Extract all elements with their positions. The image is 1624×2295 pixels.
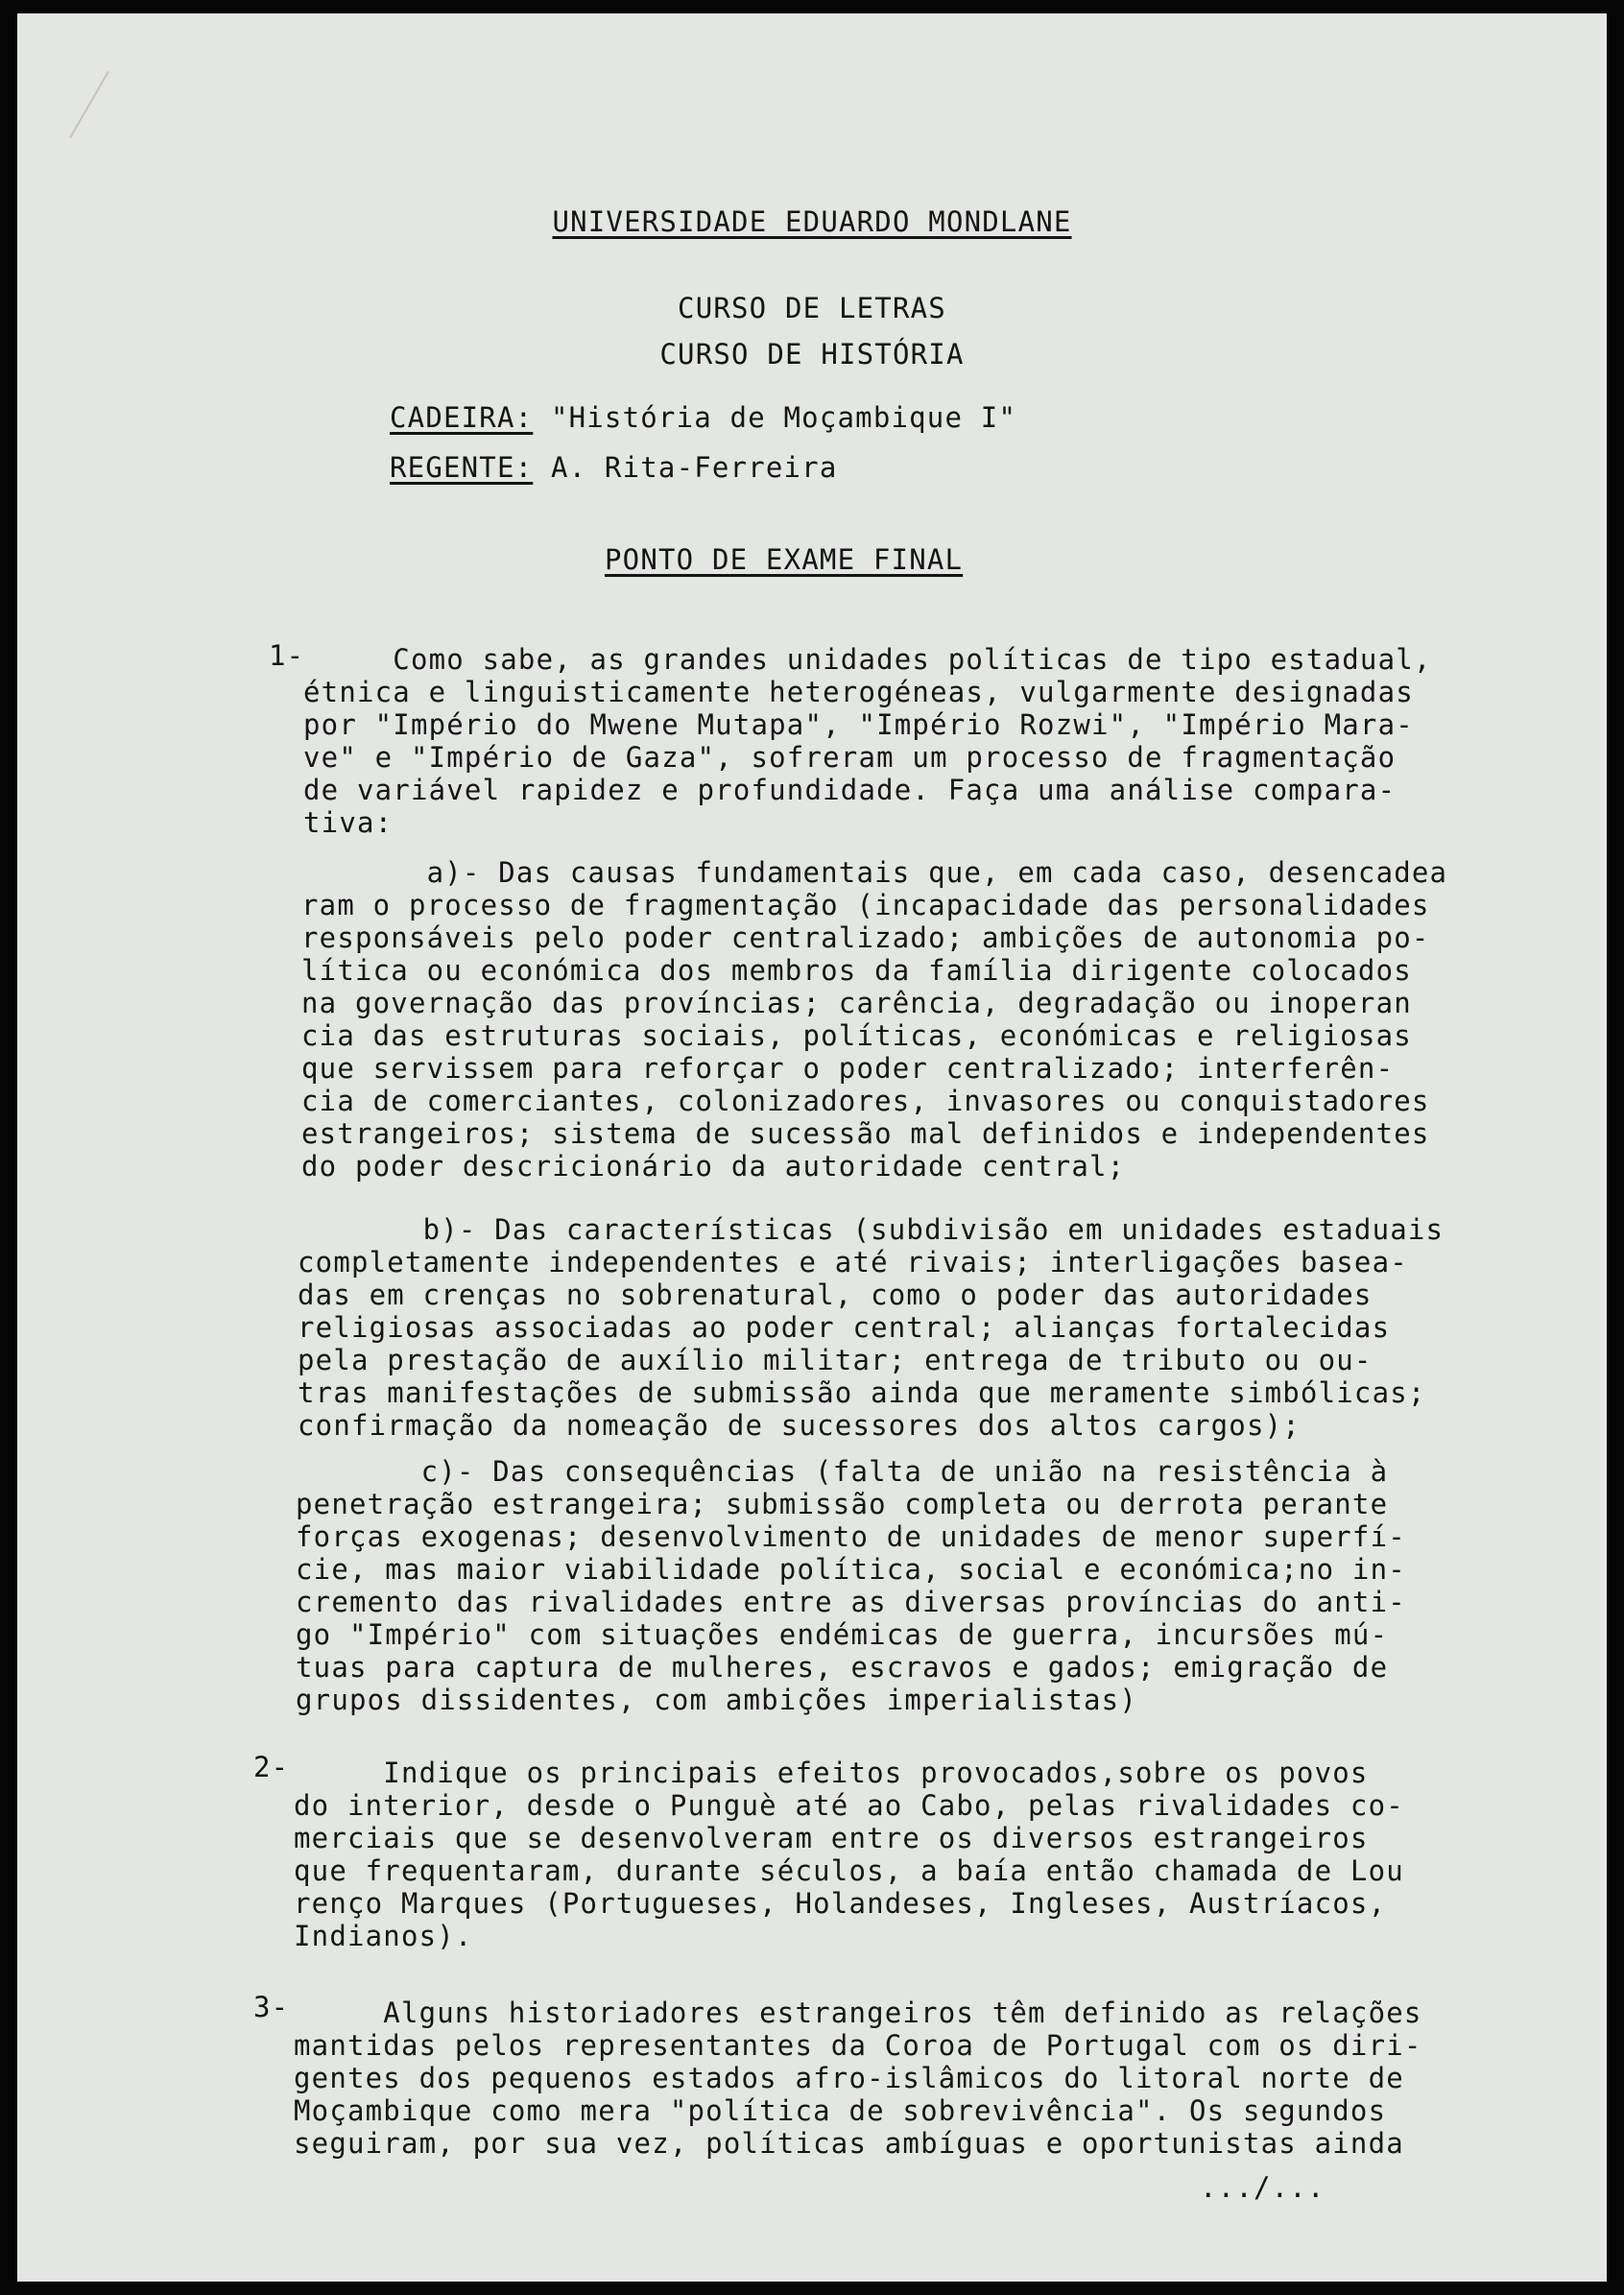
text-line: do poder descricionário da autoridade central; (301, 1150, 1126, 1183)
regent-value: A. Rita-Ferreira (550, 451, 838, 484)
question-2 (294, 1757, 1404, 1952)
question-3 (294, 1996, 1422, 2160)
question-number: 1- (269, 639, 305, 672)
text-line: do interior, desde o Punguè até ao Cabo, pelas rivalidades co- (294, 1789, 1404, 1822)
exam-title: PONTO DE EXAME FINAL (605, 543, 964, 576)
text-line: ram o processo de fragmentação (incapacidade das personalidades (301, 889, 1430, 921)
text-line: estrangeiros; sistema de sucessão mal definidos e independentes (301, 1117, 1430, 1150)
text-line: Indique os principais efeitos provocados,sobre os povos (294, 1757, 1369, 1789)
text-line: na governação das províncias; carência, degradação ou inoperan (301, 987, 1412, 1019)
text-line: lítica ou económica dos membros da família dirigente colocados (301, 954, 1412, 987)
text-line: tuas para captura de mulheres, escravos e gados; emigração de (296, 1651, 1389, 1684)
text-line: mantidas pelos representantes da Coroa de Portugal com os diri- (294, 2029, 1422, 2062)
text-line: Indianos). (294, 1920, 473, 1952)
text-line: tras manifestações de submissão ainda que meramente simbólicas; (298, 1376, 1426, 1409)
question-number: 3- (253, 1991, 290, 2023)
text-line: renço Marques (Portugueses, Holandeses, Ingleses, Austríacos, (294, 1887, 1387, 1920)
subject-line (390, 401, 1016, 434)
university-heading: UNIVERSIDADE EDUARDO MONDLANE (552, 205, 1072, 238)
text-line: tiva: (303, 806, 394, 839)
text-line: Como sabe, as grandes unidades políticas de tipo estadual, (303, 643, 1432, 676)
question-1b (298, 1213, 1444, 1442)
text-line: Moçambique como mera "política de sobrevivência". Os segundos (294, 2094, 1387, 2127)
text-line: merciais que se desenvolveram entre os diversos estrangeiros (294, 1822, 1369, 1854)
text-line: confirmação da nomeação de sucessores dos altos cargos); (298, 1409, 1301, 1442)
text-line: responsáveis pelo poder centralizado; ambições de autonomia po- (301, 921, 1430, 954)
pencil-mark (69, 71, 159, 167)
text-line: por "Império do Mwene Mutapa", "Império Rozwi", "Império Mara- (303, 708, 1414, 741)
regent-label: REGENTE: (390, 451, 534, 484)
question-1-intro (303, 643, 1432, 839)
text-line: que frequentaram, durante séculos, a baía então chamada de Lou (294, 1854, 1404, 1887)
text-line: cie, mas maior viabilidade política, social e económica;no in- (296, 1553, 1406, 1586)
continuation-mark: .../... (1200, 2171, 1325, 2204)
text-line: c)- Das consequências (falta de união na resistência à (296, 1455, 1389, 1488)
subject-label: CADEIRA: (390, 401, 534, 434)
course-letters: CURSO DE LETRAS (678, 292, 946, 324)
text-line: grupos dissidentes, com ambições imperialistas) (296, 1684, 1137, 1716)
text-line: de variável rapidez e profundidade. Faça uma análise compara- (303, 774, 1397, 806)
document-page (17, 13, 1607, 2282)
text-line: pela prestação de auxílio militar; entrega de tributo ou ou- (298, 1344, 1373, 1376)
text-line: completamente independentes e até rivais; interligações basea- (298, 1246, 1408, 1279)
text-line: das em crenças no sobrenatural, como o poder das autoridades (298, 1279, 1373, 1311)
text-line: cia de comerciantes, colonizadores, invasores ou conquistadores (301, 1085, 1430, 1117)
text-line: seguiram, por sua vez, políticas ambíguas e oportunistas ainda (294, 2127, 1404, 2160)
text-line: penetração estrangeira; submissão completa ou derrota perante (296, 1488, 1389, 1520)
text-line: ve" e "Império de Gaza", sofreram um processo de fragmentação (303, 741, 1397, 774)
text-line: cia das estruturas sociais, políticas, económicas e religiosas (301, 1019, 1412, 1052)
regent-line (390, 451, 838, 484)
question-1a (301, 856, 1447, 1183)
subject-value: "História de Moçambique I" (550, 401, 1017, 434)
text-line: a)- Das causas fundamentais que, em cada caso, desencadea (301, 856, 1448, 889)
text-line: Alguns historiadores estrangeiros têm definido as relações (294, 1996, 1422, 2029)
text-line: b)- Das características (subdivisão em unidades estaduais (298, 1213, 1445, 1246)
text-line: forças exogenas; desenvolvimento de unidades de menor superfí- (296, 1520, 1406, 1553)
text-line: gentes dos pequenos estados afro-islâmicos do litoral norte de (294, 2062, 1404, 2094)
course-history: CURSO DE HISTÓRIA (659, 338, 965, 371)
question-number: 2- (253, 1751, 290, 1783)
text-line: étnica e linguisticamente heterogéneas, vulgarmente designadas (303, 676, 1414, 708)
question-1c (296, 1455, 1406, 1716)
text-line: religiosas associadas ao poder central; alianças fortalecidas (298, 1311, 1391, 1344)
text-line: go "Império" com situações endémicas de guerra, incursões mú- (296, 1618, 1389, 1651)
text-line: que servissem para reforçar o poder centralizado; interferên- (301, 1052, 1395, 1085)
text-line: cremento das rivalidades entre as diversas províncias do anti- (296, 1586, 1406, 1618)
